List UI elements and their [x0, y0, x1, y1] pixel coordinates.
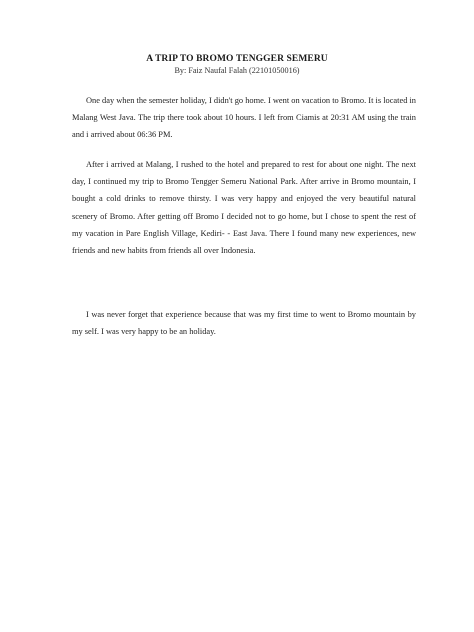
- paragraph-2: [72, 156, 416, 259]
- paragraph-text: After i arrived at Malang, I rushed to the hotel and prepared to rest for about one night. The next day, I continued my trip to Bromo Tengger Semeru National Park. After arrive in Bromo mountain, I bought a cold drinks to remove thirsty. I was very happy and enjoyed the very beautiful natural scenery of Bromo. After getting off Bromo I decided not to go home, but I chose to spent the rest of my vacation in Pare English Village, Kediri- - East Java. There I found many new experiences, new friends and new habits from friends all over Indonesia.: [72, 160, 416, 256]
- paragraph-3: [72, 306, 416, 340]
- paragraph-text: I was never forget that experience because that was my first time to went to Bromo mountain by my self. I was very happy to be an holiday.: [72, 310, 416, 337]
- document-title: A TRIP TO BROMO TENGGER SEMERU: [146, 54, 328, 64]
- paragraph-1: [72, 92, 416, 144]
- author-byline: By: Faiz Naufal Falah (22101050016): [174, 66, 300, 75]
- paragraph-text: One day when the semester holiday, I didn't go home. I went on vacation to Bromo. It is located in Malang West Java. The trip there took about 10 hours. I left from Ciamis at 20:31 AM using the train and i arrived about 06:36 PM.: [72, 96, 416, 140]
